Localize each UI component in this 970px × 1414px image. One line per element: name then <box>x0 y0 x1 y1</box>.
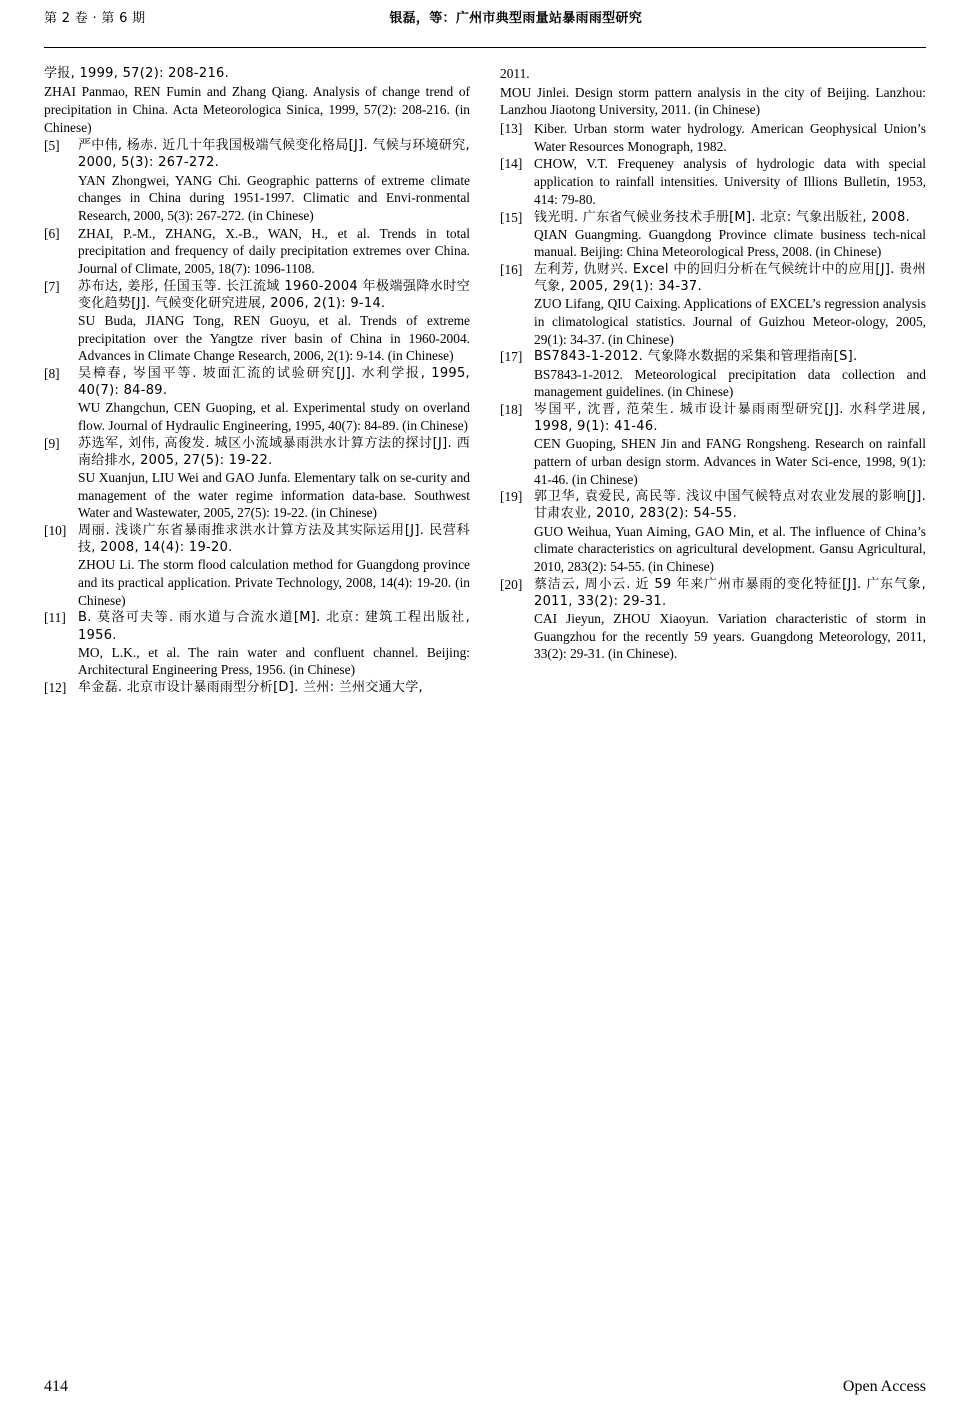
continuation-en: ZHAI Panmao, REN Fumin and Zhang Qiang. Analysis of change trend of precipitation in China. Acta Meteorologica Sinica, 1999, 57(2): 208-216. (in Chinese) <box>44 84 470 135</box>
reference-item <box>44 679 470 697</box>
reference-zh: 左利芳, 仇财兴. Excel 中的回归分析在气候统计中的应用[J]. 贵州气象, 2005, 29(1): 34-37. <box>534 262 926 295</box>
reference-item <box>44 137 470 224</box>
reference-number: [12] <box>44 680 67 696</box>
reference-number: [17] <box>500 349 523 365</box>
header-rule <box>44 47 926 48</box>
reference-item <box>500 488 926 575</box>
running-head-left: 第 2 卷 · 第 6 期 <box>44 11 146 26</box>
reference-zh: 苏布达, 姜彤, 任国玉等. 长江流域 1960-2004 年极端强降水时空变化趋势[J]. 气候变化研究进展, 2006, 2(1): 9-14. <box>78 278 470 311</box>
reference-body <box>534 261 926 348</box>
reference-en: Kiber. Urban storm water hydrology. American Geophysical Union’s Water Resources Monograph, 1982. <box>534 121 926 154</box>
reference-body <box>78 278 470 365</box>
left-column <box>44 65 470 697</box>
reference-item <box>44 522 470 609</box>
reference-en: YAN Zhongwei, YANG Chi. Geographic patterns of extreme climate changes in China during 1951-1997. Climatic and Envi-ronmental Research, 2000, 5(3): 267-272. (in Chinese) <box>78 172 470 223</box>
reference-number: [9] <box>44 435 60 451</box>
reference-number: [11] <box>44 610 66 626</box>
reference-body <box>78 679 470 697</box>
reference-number: [16] <box>500 262 523 278</box>
reference-zh: 牟金磊. 北京市设计暴雨雨型分析[D]. 兰州: 兰州交通大学, <box>78 680 423 696</box>
reference-body <box>534 488 926 575</box>
reference-zh: BS7843-1-2012. 气象降水数据的采集和管理指南[S]. <box>534 349 858 365</box>
reference-en: ZHOU Li. The storm flood calculation method for Guangdong province and its practical application. Private Technology, 2008, 14(4): 19-20. (in Chinese) <box>78 557 470 608</box>
reference-body <box>78 225 470 278</box>
reference-en: WU Zhangchun, CEN Guoping, et al. Experimental study on overland flow. Journal of Hydraulic Engineering, 1995, 40(7): 84-89. (in Chinese) <box>78 400 470 434</box>
reference-en: SU Buda, JIANG Tong, REN Guoyu, et al. Trends of extreme precipitation over the Yangtze river basin of China in 1960-2004. Advances in Climate Change Research, 2006, 2(1): 9-14. (in Chinese) <box>78 312 470 364</box>
reference-item <box>44 609 470 679</box>
reference-columns <box>44 65 926 697</box>
reference-zh: 岑国平, 沈晋, 范荣生. 城市设计暴雨雨型研究[J]. 水科学进展, 1998, 9(1): 41-46. <box>534 401 926 435</box>
reference-zh: B. 莫洛可夫等. 雨水道与合流水道[M]. 北京: 建筑工程出版社, 1956. <box>78 610 470 643</box>
reference-zh: 严中伟, 杨赤. 近几十年我国极端气候变化格局[J]. 气候与环境研究, 2000, 5(3): 267-272. <box>78 138 470 171</box>
reference-en: CEN Guoping, SHEN Jin and FANG Rongsheng. Research on rainfall pattern of urban design storm. Advances in Water Sci-ence, 1998, 9(1): 41-46. (in Chinese) <box>534 436 926 487</box>
reference-zh: 苏选军, 刘伟, 高俊发. 城区小流域暴雨洪水计算方法的探讨[J]. 西南给排水, 2005, 27(5): 19-22. <box>78 435 470 468</box>
continuation-en: 2011. <box>500 66 530 81</box>
reference-zh: 钱光明. 广东省气候业务技术手册[M]. 北京: 气象出版社, 2008. <box>534 209 910 225</box>
reference-body <box>78 435 470 522</box>
reference-number: [19] <box>500 489 523 505</box>
reference-item <box>500 209 926 262</box>
reference-number: [18] <box>500 401 523 417</box>
reference-number: [10] <box>44 523 67 539</box>
reference-body <box>78 522 470 609</box>
continuation-line <box>500 65 926 83</box>
reference-body <box>534 209 926 262</box>
reference-item <box>500 348 926 401</box>
reference-number: [14] <box>500 156 523 172</box>
page-number: 414 <box>44 1378 68 1395</box>
reference-number: [20] <box>500 576 523 592</box>
continuation-line <box>44 83 470 136</box>
reference-body <box>78 609 470 679</box>
reference-body <box>534 348 926 401</box>
reference-zh: 吴樟春, 岑国平等. 坡面汇流的试验研究[J]. 水利学报, 1995, 40(7): 84-89. <box>78 366 470 399</box>
reference-number: [13] <box>500 121 523 137</box>
reference-body <box>534 576 926 663</box>
reference-zh: 蔡洁云, 周小云. 近 59 年来广州市暴雨的变化特征[J]. 广东气象, 2011, 33(2): 29-31. <box>534 576 926 609</box>
continuation-line <box>44 65 470 82</box>
open-access-label: Open Access <box>842 1378 926 1395</box>
reference-item <box>500 401 926 488</box>
continuation-line <box>500 84 926 119</box>
reference-zh: 周丽. 浅谈广东省暴雨推求洪水计算方法及其实际运用[J]. 民营科技, 2008, 14(4): 19-20. <box>78 523 470 556</box>
reference-number: [7] <box>44 278 60 294</box>
continuation-en: MOU Jinlei. Design storm pattern analysis in the city of Beijing. Lanzhou: Lanzhou Jiaotong University, 2011. (in Chinese) <box>500 84 926 118</box>
reference-body <box>78 137 470 224</box>
reference-en: GUO Weihua, Yuan Aiming, GAO Min, et al. The influence of China’s climate characteristics on agricultural development. Gansu Agricultural, 2010, 283(2): 54-55. (in Chinese) <box>534 523 926 574</box>
reference-en: BS7843-1-2012. Meteorological precipitation data collection and management guidelines. (in Chinese) <box>534 366 926 400</box>
reference-item <box>500 120 926 155</box>
reference-item <box>500 155 926 208</box>
reference-body <box>534 120 926 155</box>
reference-item <box>44 225 470 278</box>
running-head-center: 银磊，等：广州市典型雨量站暴雨雨型研究 <box>389 11 643 26</box>
reference-body <box>534 155 926 208</box>
reference-number: [15] <box>500 209 523 225</box>
reference-item <box>44 365 470 435</box>
reference-item <box>44 278 470 365</box>
reference-item <box>500 261 926 348</box>
reference-number: [6] <box>44 225 60 241</box>
running-head <box>44 0 926 47</box>
reference-number: [5] <box>44 138 60 154</box>
reference-item <box>500 576 926 663</box>
reference-en: ZHAI, P.-M., ZHANG, X.-B., WAN, H., et al. Trends in total precipitation and frequency of daily precipitation extremes over China. Journal of Climate, 2005, 18(7): 1096-1108. <box>78 225 470 276</box>
reference-en: CAI Jieyun, ZHOU Xiaoyun. Variation characteristic of storm in Guangzhou for the recently 59 years. Guangdong Meteorology, 2011, 33(2): 29-31. (in Chinese). <box>534 611 926 662</box>
reference-en: ZUO Lifang, QIU Caixing. Applications of EXCEL’s regression analysis in climatological statistics. Journal of Guizhou Meteor-ology, 2005, 29(1): 34-37. (in Chinese) <box>534 296 926 347</box>
reference-en: SU Xuanjun, LIU Wei and GAO Junfa. Elementary talk on se-curity and management of the water regime information data-base. Southwest Water and Wastewater, 2005, 27(5): 19-22. (in Chinese) <box>78 470 470 521</box>
reference-en: MO, L.K., et al. The rain water and confluent channel. Beijing: Architectural Engineering Press, 1956. (in Chinese) <box>78 644 470 678</box>
reference-zh: 郭卫华, 袁爱民, 高民等. 浅议中国气候特点对农业发展的影响[J]. 甘肃农业, 2010, 283(2): 54-55. <box>534 489 926 522</box>
reference-number: [8] <box>44 366 60 382</box>
right-column <box>500 65 926 697</box>
reference-en: CHOW, V.T. Frequeney analysis of hydrologic data with special application to rainfall intensities. University of Illions Bulletin, 1953, 414: 79-80. <box>534 156 926 207</box>
continuation-zh: 学报, 1999, 57(2): 208-216. <box>44 66 230 81</box>
reference-item <box>44 435 470 522</box>
reference-en: QIAN Guangming. Guangdong Province climate business tech-nical manual. Beijing: China Meteorological Press, 2008. (in Chinese) <box>534 226 926 260</box>
page-footer <box>44 1378 926 1396</box>
reference-body <box>534 401 926 488</box>
reference-body <box>78 365 470 435</box>
